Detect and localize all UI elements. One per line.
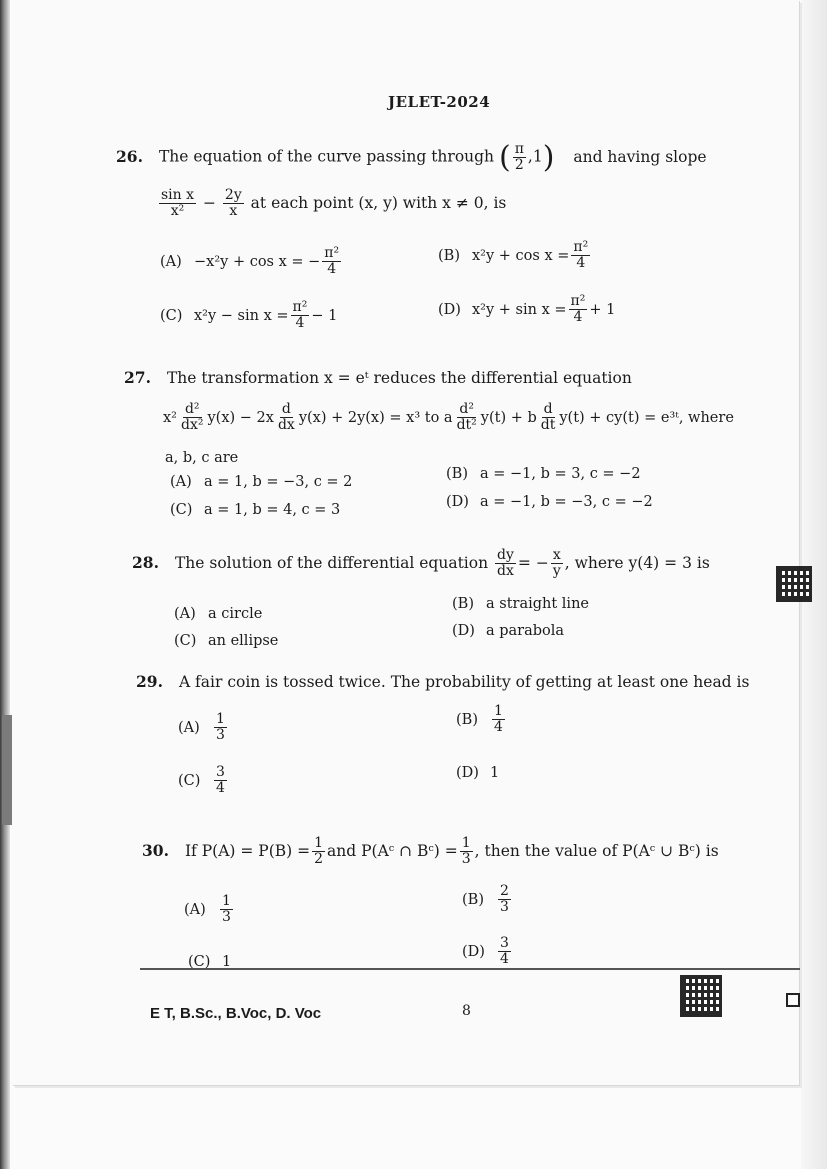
q26-option-d[interactable]: (D) x²y + sin x = $\frac{\text{π²}}{4}$ + 1 (438, 293, 616, 326)
question-number: 30. (142, 840, 169, 860)
q29-option-c[interactable]: (C) $\frac{3}{4}$ (178, 764, 225, 797)
question-text: and having slope (573, 147, 707, 166)
footer-course-text: E T, B.Sc., B.Voc, D. Voc (150, 1005, 322, 1022)
q26-option-a[interactable]: (A) −x²y + cos x = − $\frac{\text{π²}}{4}$ (160, 245, 340, 278)
paren-open: ( (498, 140, 511, 175)
corner-square-icon (786, 993, 800, 1007)
q29-option-a[interactable]: (A) $\frac{1}{3}$ (178, 711, 225, 744)
scan-left-edge (0, 0, 10, 1169)
paren-close: ) (542, 140, 555, 175)
q30-option-a[interactable]: (A) $\frac{1}{3}$ (184, 893, 231, 926)
question-26-stem: 26. The equation of the curve passing through ( $\frac{\pi}{2}$ ,1) and having slope (116, 140, 707, 175)
question-text: If P(A) = P(B) = (184, 841, 311, 860)
question-30-stem: 30. If P(A) = P(B) = $\frac{1}{2}$ and P(Aᶜ ∩ Bᶜ) = $\frac{1}{3}$ , then the value of P(Aᶜ ∪ Bᶜ) is (142, 835, 719, 868)
q27-option-b[interactable]: (B) a = −1, b = 3, c = −2 (446, 466, 641, 482)
q27-option-d[interactable]: (D) a = −1, b = −3, c = −2 (446, 494, 653, 510)
q28-option-d[interactable]: (D) a parabola (452, 623, 565, 639)
question-27-tail: a, b, c are (165, 450, 239, 466)
question-28-stem: 28. The solution of the differential equation $\frac{dy}{dx}$ = − $\frac{x}{y}$ , where y(4) = 3 is (132, 547, 710, 580)
exam-header: JELET-2024 (388, 93, 491, 111)
q26-option-c[interactable]: (C) x²y − sin x = $\frac{\text{π²}}{4}$ − 1 (160, 299, 338, 332)
q27-option-c[interactable]: (C) a = 1, b = 4, c = 3 (170, 502, 341, 518)
question-29-stem (136, 672, 749, 691)
side-qr-code-icon (776, 566, 812, 602)
question-text: The solution of the differential equation (174, 553, 489, 572)
q28-option-c[interactable]: (C) an ellipse (174, 633, 279, 649)
question-text: The equation of the curve passing through (158, 147, 495, 166)
q28-option-b[interactable]: (B) a straight line (452, 596, 589, 612)
q26-option-b[interactable]: (B) x²y + cos x = $\frac{\text{π²}}{4}$ (438, 239, 589, 272)
page-number: 8 (462, 1003, 471, 1019)
qr-code-icon (680, 975, 722, 1017)
q30-option-c[interactable]: (C) 1 (188, 954, 232, 970)
question-number: 29. (136, 672, 163, 691)
question-number: 27. (124, 368, 151, 387)
question-text: The transformation x = eᵗ reduces the differential equation (166, 369, 632, 387)
footer-divider (140, 968, 800, 970)
question-number: 26. (116, 146, 143, 166)
q29-option-d[interactable]: (D) 1 (456, 765, 500, 781)
question-27-equation: x² $\frac{\text{d²}}{\text{dx²}}$ y(x) − 2x $\frac{d}{dx}$ y(x) + 2y(x) = x³ to a $\frac{\text{d²}}{\text{dt²}}$ y(t) + b $\frac{d}{dt}$ y(t) + cy(t) = e³ᵗ, where (163, 401, 734, 434)
fraction: $\frac{\pi}{2}$ (514, 140, 524, 173)
q29-option-b[interactable]: (B) $\frac{1}{4}$ (456, 703, 503, 736)
q30-option-b[interactable]: (B) $\frac{2}{3}$ (462, 883, 509, 916)
question-26-slope: $\frac{\text{sin x}}{\text{x²}}$ − $\frac{2y}{x}$ at each point (x, y) with x ≠ 0, is (161, 187, 507, 220)
q30-option-d[interactable]: (D) $\frac{3}{4}$ (462, 935, 509, 968)
question-text: A fair coin is tossed twice. The probability of getting at least one head is (178, 673, 750, 691)
question-number: 28. (132, 552, 159, 572)
question-27-stem (124, 368, 632, 387)
q28-option-a[interactable]: (A) a circle (174, 606, 263, 622)
q27-option-a[interactable]: (A) a = 1, b = −3, c = 2 (170, 474, 353, 490)
